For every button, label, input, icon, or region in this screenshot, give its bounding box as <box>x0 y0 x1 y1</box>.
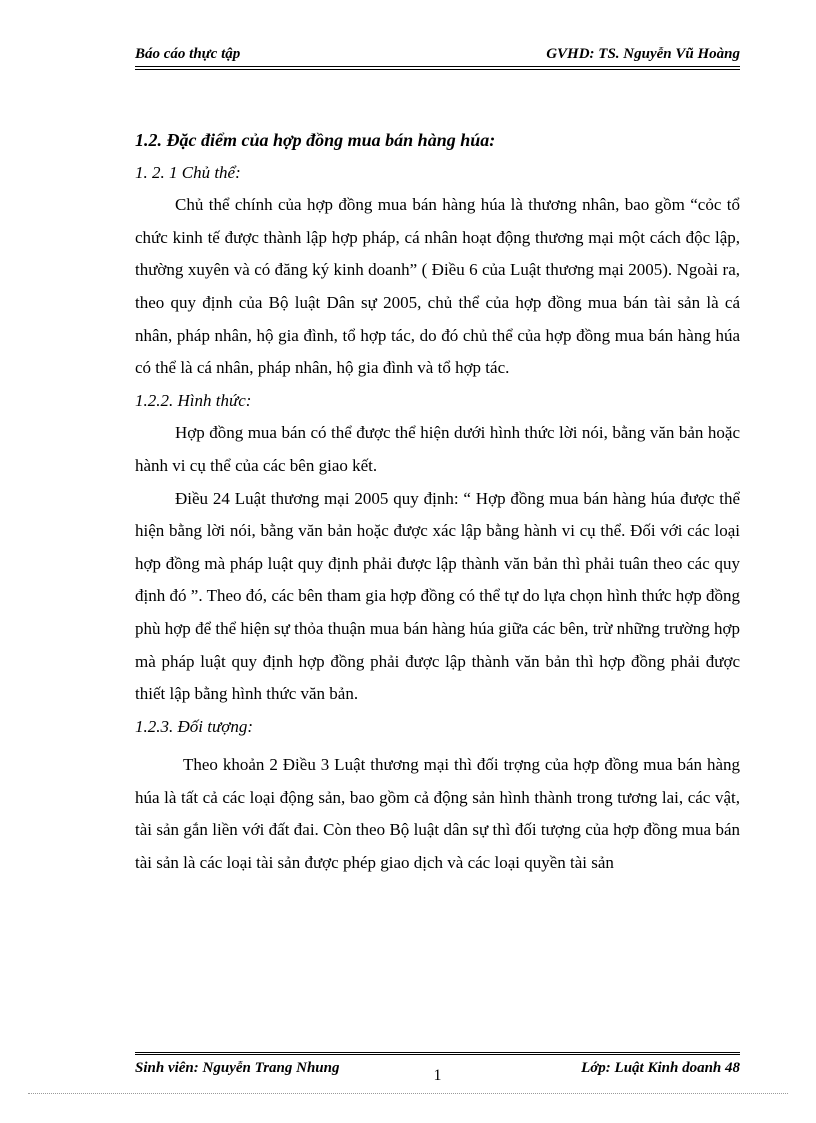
paragraph-form-article24: Điều 24 Luật thương mại 2005 quy định: “ Hợp đồng mua bán hàng húa được thể hiện bằng lời nói, bằng văn bản hoặc được xác lập bằng hành vi cụ thể. Đối với các loại hợp đồng mà pháp luật quy định phải được lập thành văn bản thì phải tuân theo các quy định đó ”. Theo đó, các bên tham gia hợp đồng có thể tự do lựa chọn hình thức hợp đồng phù hợp để thể hiện sự thỏa thuận mua bán hàng húa giữa các bên, trừ những trường hợp mà pháp luật quy định hợp đồng phải được lập thành văn bản thì hợp đồng phải được thiết lập bằng hình thức văn bản. <box>135 488 740 704</box>
subsection-heading-object: 1.2.3. Đối tượng: <box>135 716 253 736</box>
subsection-heading-subject: 1. 2. 1 Chủ thể: <box>135 162 241 182</box>
page-body <box>135 124 740 880</box>
page-bottom-border <box>28 1093 788 1094</box>
footer-student: Sinh viên: Nguyễn Trang Nhung <box>135 1060 340 1076</box>
header-supervisor: GVHD: TS. Nguyễn Vũ Hoàng <box>546 46 740 62</box>
paragraph-form-intro: Hợp đồng mua bán có thể được thể hiện dưới hình thức lời nói, bằng văn bản hoặc hành vi cụ thể của các bên giao kết. <box>135 423 740 475</box>
paragraph-subject: Chủ thể chính của hợp đồng mua bán hàng húa là thương nhân, bao gồm “cỏc tổ chức kinh tế được thành lập hợp pháp, cá nhân hoạt động thương mại một cách độc lập, thường xuyên và có đăng ký kinh doanh” ( Điều 6 của Luật thương mại 2005). Ngoài ra, theo quy định của Bộ luật Dân sự 2005, chủ thể của hợp đồng mua bán tài sản là cá nhân, pháp nhân, hộ gia đình, tổ hợp tác, do đó chủ thể của hợp đồng mua bán hàng húa có thể là cá nhân, pháp nhân, hộ gia đình và tổ hợp tác. <box>135 195 740 378</box>
subsection-heading-form: 1.2.2. Hình thức: <box>135 390 252 410</box>
header-divider <box>135 69 740 70</box>
page-footer <box>135 1052 740 1097</box>
paragraph-object: Theo khoản 2 Điều 3 Luật thương mại thì đối trợng của hợp đồng mua bán hàng húa là tất cả các loại động sản, bao gồm cả động sản hình thành trong tương lai, các vật, tài sản gắn liền với đất đai. Còn theo Bộ luật dân sự thì đối tượng của hợp đồng mua bán tài sản là các loại tài sản được phép giao dịch và các loại quyền tài sản <box>135 755 740 873</box>
header-report-title: Báo cáo thực tập <box>135 46 241 62</box>
page-number: 1 <box>433 1067 442 1084</box>
page-header <box>135 44 740 67</box>
footer-class: Lớp: Luật Kinh doanh 48 <box>581 1060 740 1076</box>
section-heading: 1.2. Đặc điểm của hợp đồng mua bán hàng húa: <box>135 130 496 150</box>
